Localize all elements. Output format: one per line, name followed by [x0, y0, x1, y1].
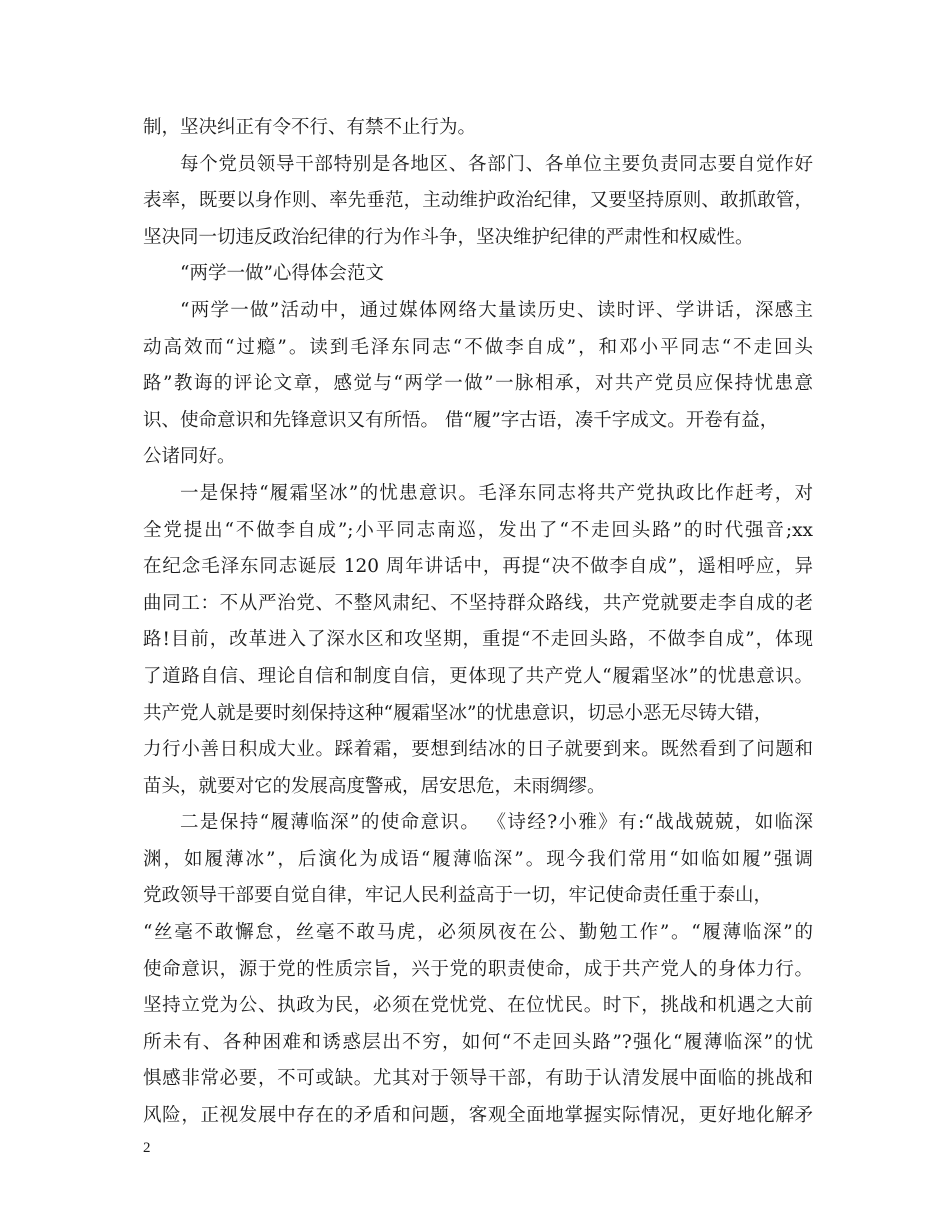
text-line: 党政领导干部要自觉自律，牢记人民利益高于一切，牢记使命责任重于泰山，: [143, 885, 773, 907]
text-line: 风险，正视发展中存在的矛盾和问题，客观全面地掌握实际情况，更好地化解矛: [143, 1105, 813, 1127]
text-line: 公诸同好。: [143, 446, 236, 468]
text-line: 曲同工：不从严治党、不整风肃纪、不坚持群众路线，共产党就要走李自成的老: [143, 592, 813, 614]
text-line: 坚决同一切违反政治纪律的行为作斗争，坚决维护纪律的严肃性和权威性。: [143, 226, 754, 248]
text-line: 一是保持“履霜坚冰”的忧患意识。毛泽东同志将共产党执政比作赶考，对: [180, 482, 813, 504]
page-number: 2: [143, 1140, 151, 1156]
text-line: 了道路自信、理论自信和制度自信，更体现了共产党人“履霜坚冰”的忧患意识。: [143, 665, 813, 687]
text-line: 在纪念毛泽东同志诞辰 120 周年讲话中，再提“决不做李自成”，遥相呼应，异: [143, 556, 813, 578]
text-line: 全党提出“不做李自成”;小平同志南巡，发出了“不走回头路”的时代强音;xx: [143, 519, 813, 541]
text-line: 识、使命意识和先锋意识又有所悟。 借“履”字古语，凑千字成文。开卷有益，: [143, 409, 779, 431]
text-line: 路!目前，改革进入了深水区和攻坚期，重提“不走回头路，不做李自成”，体现: [143, 629, 813, 651]
text-line: 动高效而“过瘾”。读到毛泽东同志“不做李自成”，和邓小平同志“不走回头: [143, 336, 813, 358]
text-line: 共产党人就是要时刻保持这种“履霜坚冰”的忧患意识，切忌小恶无尽铸大错，: [143, 702, 773, 724]
text-line: 制，坚决纠正有令不行、有禁不止行为。: [143, 117, 477, 138]
text-line: 表率，既要以身作则、率先垂范，主动维护政治纪律，又要坚持原则、敢抓敢管，: [143, 190, 813, 212]
text-line: 苗头，就要对它的发展高度警戒，居安思危，未雨绸缪。: [143, 775, 606, 797]
text-line: 渊，如履薄冰”，后演化为成语“履薄临深”。现今我们常用“如临如履”强调: [143, 848, 813, 870]
text-line: 力行小善日积成大业。踩着霜，要想到结冰的日子就要到来。既然看到了问题和: [143, 739, 813, 761]
text-line: “两学一做”心得体会范文: [180, 263, 384, 285]
text-line: 路”教诲的评论文章，感觉与“两学一做”一脉相承，对共产党员应保持忧患意: [143, 373, 813, 395]
text-line: 使命意识，源于党的性质宗旨，兴于党的职责使命，成于共产党人的身体力行。: [143, 958, 813, 980]
text-line: 每个党员领导干部特别是各地区、各部门、各单位主要负责同志要自觉作好: [180, 153, 813, 175]
text-line: 惧感非常必要，不可或缺。尤其对于领导干部，有助于认清发展中面临的挑战和: [143, 1068, 813, 1090]
text-line: 所未有、各种困难和诱惑层出不穷，如何“不走回头路”?强化“履薄临深”的忧: [143, 1031, 813, 1053]
text-line: 坚持立党为公、执政为民，必须在党忧党、在位忧民。时下，挑战和机遇之大前: [143, 995, 813, 1017]
document-body: [143, 110, 813, 1135]
text-line: 二是保持“履薄临深”的使命意识。 《诗经?小雅》有:“战战兢兢，如临深: [180, 812, 813, 834]
text-line: “两学一做”活动中，通过媒体网络大量读历史、读时评、学讲话，深感主: [180, 299, 813, 321]
text-line: “丝毫不敢懈怠，丝毫不敢马虎，必须夙夜在公、勤勉工作”。“履薄临深”的: [143, 922, 813, 944]
